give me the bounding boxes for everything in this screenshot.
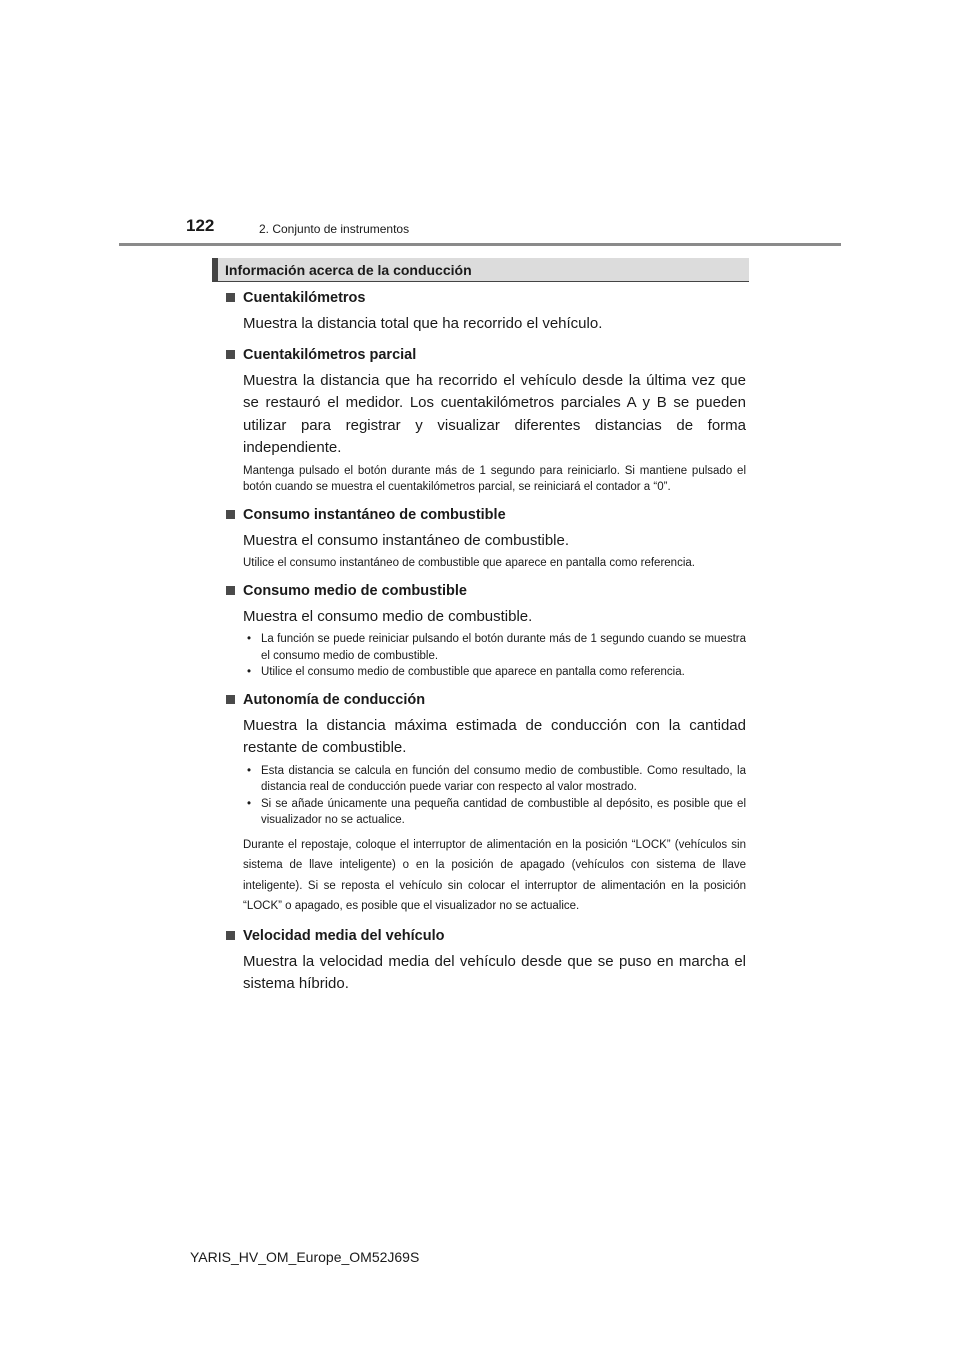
- heading-text: Consumo instantáneo de combustible: [243, 506, 506, 523]
- heading-text: Cuentakilómetros: [243, 290, 366, 306]
- item-average-fuel: [226, 582, 746, 681]
- item-instant-fuel: [226, 506, 746, 572]
- square-bullet-icon: [226, 293, 235, 302]
- note-item: • Esta distancia se calcula en función del consumo medio de combustible. Como resultado, la distancia real de conducción puede variar con respecto al valor mostrado.: [247, 764, 746, 793]
- square-bullet-icon: [226, 695, 235, 704]
- heading-text: Velocidad media del vehículo: [243, 927, 445, 944]
- bullet-dot-icon: •: [247, 797, 252, 810]
- square-bullet-icon: [226, 586, 235, 595]
- square-bullet-icon: [226, 931, 235, 940]
- item-body: Muestra el consumo medio de combustible.: [243, 607, 533, 625]
- item-heading: [226, 289, 746, 307]
- item-note: Mantenga pulsado el botón durante más de 1 segundo para reiniciarlo. Si mantiene pulsado el botón cuando se muestra el cuentakilómetros parcial, se reiniciará el contador a “0”.: [243, 464, 746, 493]
- chapter-title: 2. Conjunto de instrumentos: [259, 222, 410, 236]
- note-item: • Utilice el consumo medio de combustible que aparece en pantalla como referencia.: [243, 664, 746, 681]
- item-heading: [226, 346, 746, 364]
- heading-text: Autonomía de conducción: [243, 691, 426, 708]
- item-heading: [226, 927, 746, 945]
- square-bullet-icon: [226, 510, 235, 519]
- content: [226, 289, 746, 1006]
- note-item: • La función se puede reiniciar pulsando el botón durante más de 1 segundo cuando se muestra el consumo medio de combustible.: [247, 633, 746, 662]
- section-bar: [212, 258, 749, 282]
- section-title: Información acerca de la conducción: [225, 262, 472, 278]
- item-trip-meter: [226, 346, 746, 496]
- item-note: Utilice el consumo instantáneo de combustible que aparece en pantalla como referencia.: [243, 557, 695, 569]
- header-rule: [119, 243, 841, 246]
- item-notes: [243, 763, 746, 829]
- bullet-dot-icon: •: [247, 633, 252, 645]
- item-body: Muestra el consumo instantáneo de combustible.: [243, 531, 570, 549]
- item-extra-note: Durante el repostaje, coloque el interruptor de alimentación en la posición “LOCK” (vehículos sin sistema de llave inteligente) o en la posición de apagado (vehículos con sistema de llave inteligente). Si se reposta el vehículo sin colocar el interruptor de alimentación en la posición “LOCK” o apagado, es posible que el visualizador no se actualice.: [243, 838, 746, 912]
- square-bullet-icon: [226, 350, 235, 359]
- item-body: Muestra la velocidad media del vehículo desde que se puso en marcha el sistema híbrido.: [243, 952, 746, 992]
- bullet-dot-icon: •: [247, 666, 252, 678]
- bullet-dot-icon: •: [247, 764, 252, 777]
- heading-text: Consumo medio de combustible: [243, 582, 467, 599]
- item-body: Muestra la distancia que ha recorrido el vehículo desde la última vez que se restauró el medidor. Los cuentakilómetros parciales A y B se pueden utilizar para registrar y visualizar diferentes distancias de forma independiente.: [243, 371, 746, 456]
- item-body: Muestra la distancia total que ha recorrido el vehículo.: [243, 315, 603, 332]
- page-number: 122: [186, 216, 215, 235]
- item-heading: [226, 582, 746, 600]
- heading-text: Cuentakilómetros parcial: [243, 346, 417, 363]
- footer-document-id: YARIS_HV_OM_Europe_OM52J69S: [190, 1249, 420, 1265]
- note-item: • Si se añade únicamente una pequeña cantidad de combustible al depósito, es posible que el visualizador no se actualice.: [247, 797, 746, 826]
- section-accent: [212, 258, 218, 282]
- item-body: Muestra la distancia máxima estimada de conducción con la cantidad restante de combustible.: [243, 716, 746, 756]
- item-average-speed: [226, 927, 746, 996]
- item-notes: [243, 631, 746, 681]
- item-heading: [226, 506, 746, 524]
- item-odometer: [226, 289, 746, 336]
- item-heading: [226, 691, 746, 709]
- item-driving-range: [226, 691, 746, 917]
